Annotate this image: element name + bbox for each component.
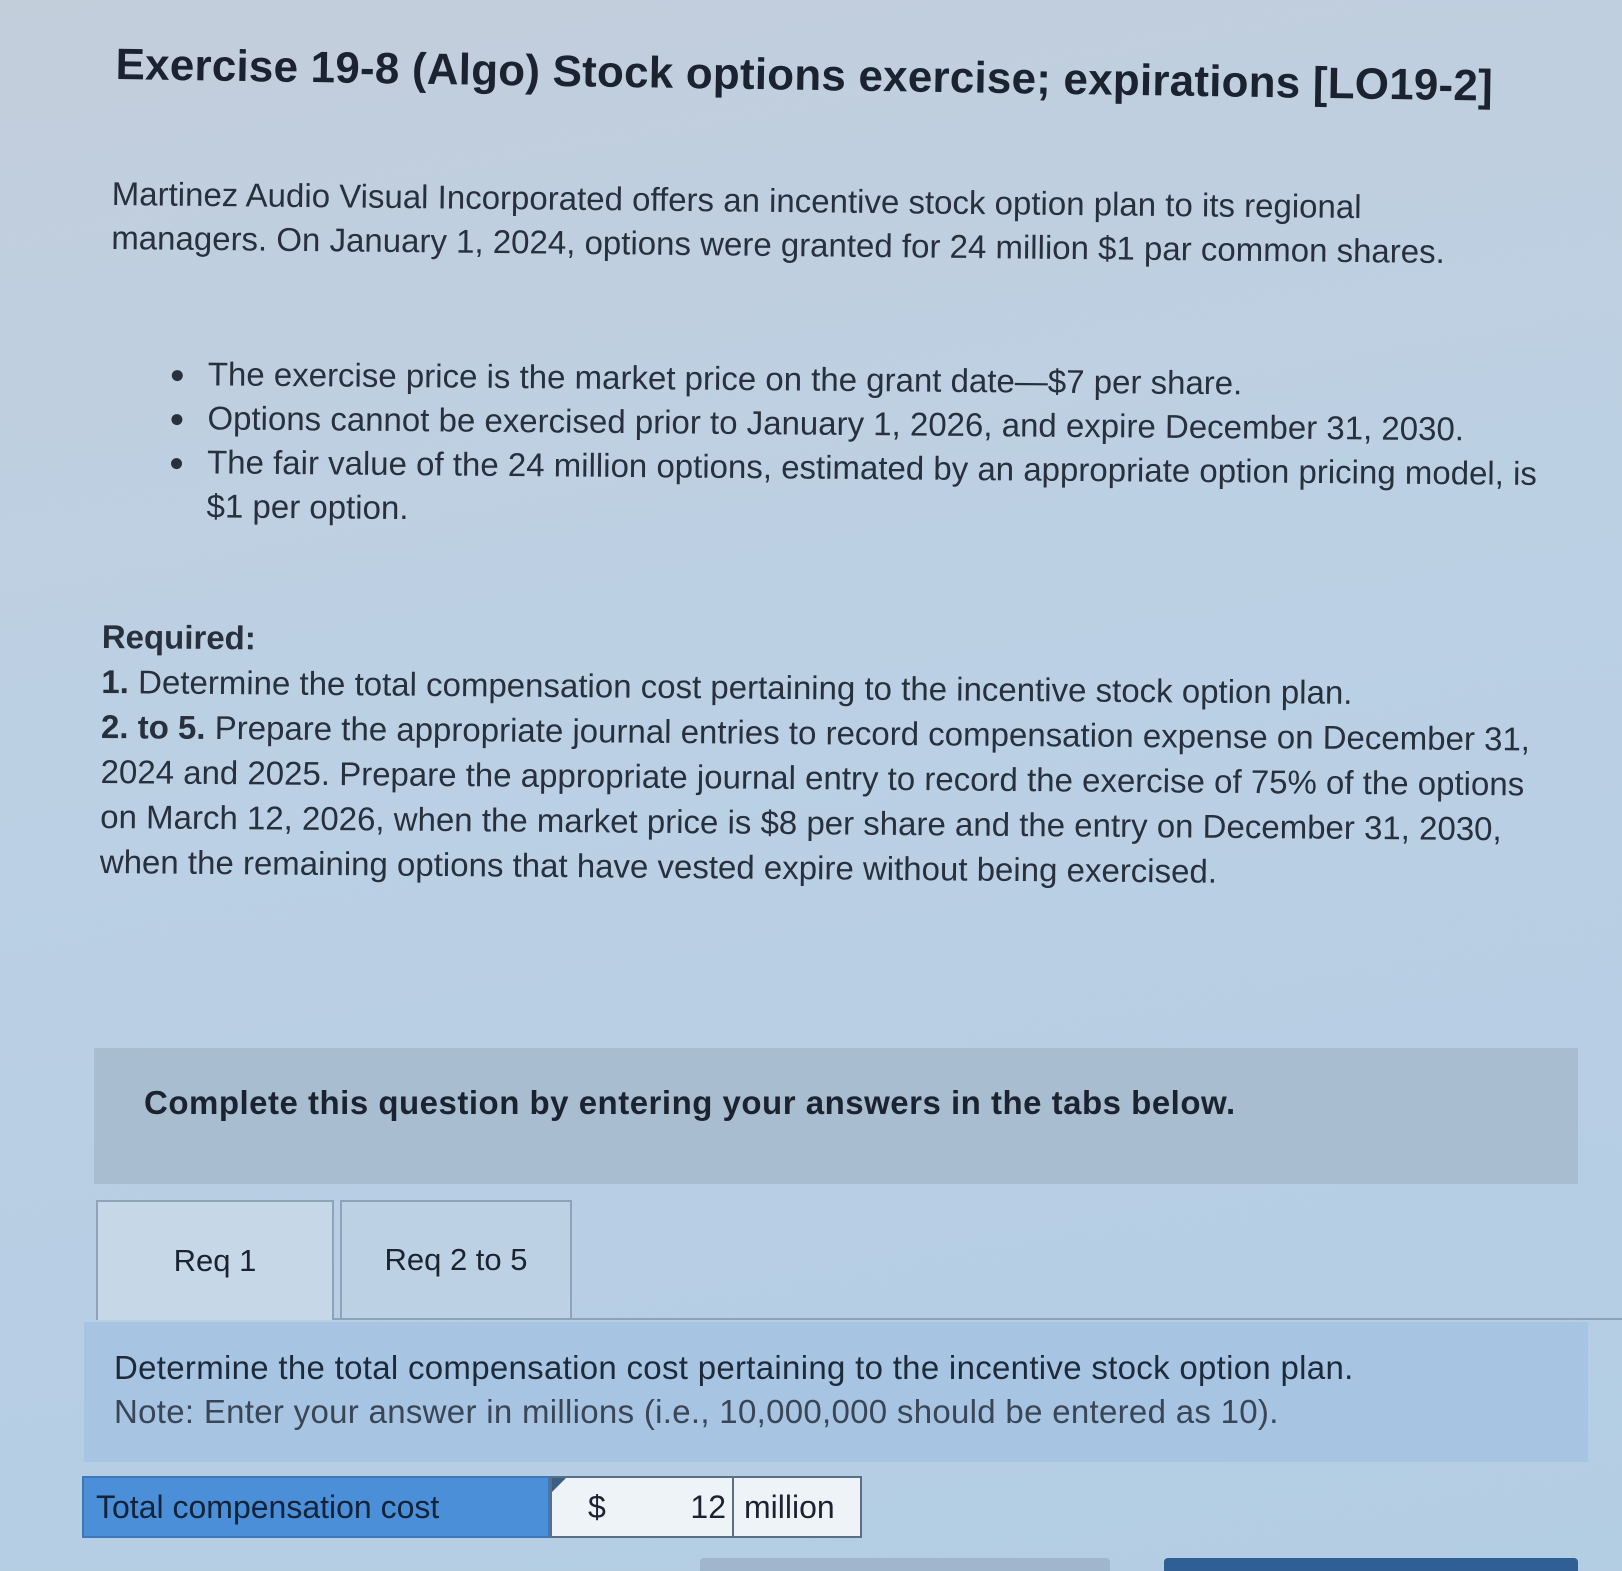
answer-label: Total compensation cost: [82, 1476, 550, 1538]
instruction-text: Determine the total compensation cost pertaining to the incentive stock option plan.: [114, 1349, 1354, 1386]
list-item: The fair value of the 24 million options, estimated by an appropriate option pricing model, is $1 per option.: [166, 440, 1547, 540]
banner-text: Complete this question by entering your answers in the tabs below.: [144, 1084, 1236, 1121]
required-section: [100, 614, 1532, 896]
next-button[interactable]: [1164, 1558, 1578, 1571]
total-compensation-input[interactable]: [612, 1484, 726, 1530]
unit-label: million: [734, 1476, 862, 1538]
tab-label: Req 1: [173, 1243, 257, 1278]
exercise-title: Exercise 19-8 (Algo) Stock options exercise; expirations [LO19-2]: [115, 40, 1494, 111]
tab-req-1[interactable]: [96, 1200, 334, 1320]
answer-cell: [550, 1476, 734, 1538]
tab-divider: [334, 1318, 1622, 1320]
tab-label: Req 2 to 5: [384, 1242, 528, 1277]
tab-req-2-to-5[interactable]: [340, 1200, 572, 1320]
intro-paragraph: Martinez Audio Visual Incorporated offers an incentive stock option plan to its regional managers. On January 1, 2024, options were granted for 24 million $1 par common shares.: [111, 174, 1445, 270]
required-item-number: 1.: [101, 662, 130, 701]
previous-button[interactable]: [700, 1558, 1110, 1571]
facts-list: [166, 352, 1547, 540]
list-item: The exercise price is the market price on the grant date—$7 per share.: [168, 352, 1548, 408]
tab-instructions: [84, 1322, 1588, 1462]
instruction-note: Note: Enter your answer in millions (i.e., 10,000,000 should be entered as 10).: [114, 1393, 1279, 1430]
instructions-banner: [94, 1048, 1578, 1184]
required-label: Required:: [101, 617, 256, 657]
required-item: [100, 704, 1532, 896]
required-item-text: Prepare the appropriate journal entries to record compensation expense on December 31, 2024 and 2025. Prepare the appropriate journal entry to record the exercise of 75% of the options on March 12, 2026, when the market price is $8 per share and the entry on December 31, 2030, when the remaining options that have vested expire without being exercised.: [99, 708, 1531, 890]
tab-bar: [96, 1200, 1596, 1322]
currency-symbol: $: [588, 1489, 606, 1525]
list-item: Options cannot be exercised prior to January 1, 2026, and expire December 31, 2030.: [167, 396, 1547, 452]
required-item-text: Determine the total compensation cost pertaining to the incentive stock option plan.: [137, 663, 1353, 711]
required-item-number: 2. to 5.: [100, 707, 206, 746]
